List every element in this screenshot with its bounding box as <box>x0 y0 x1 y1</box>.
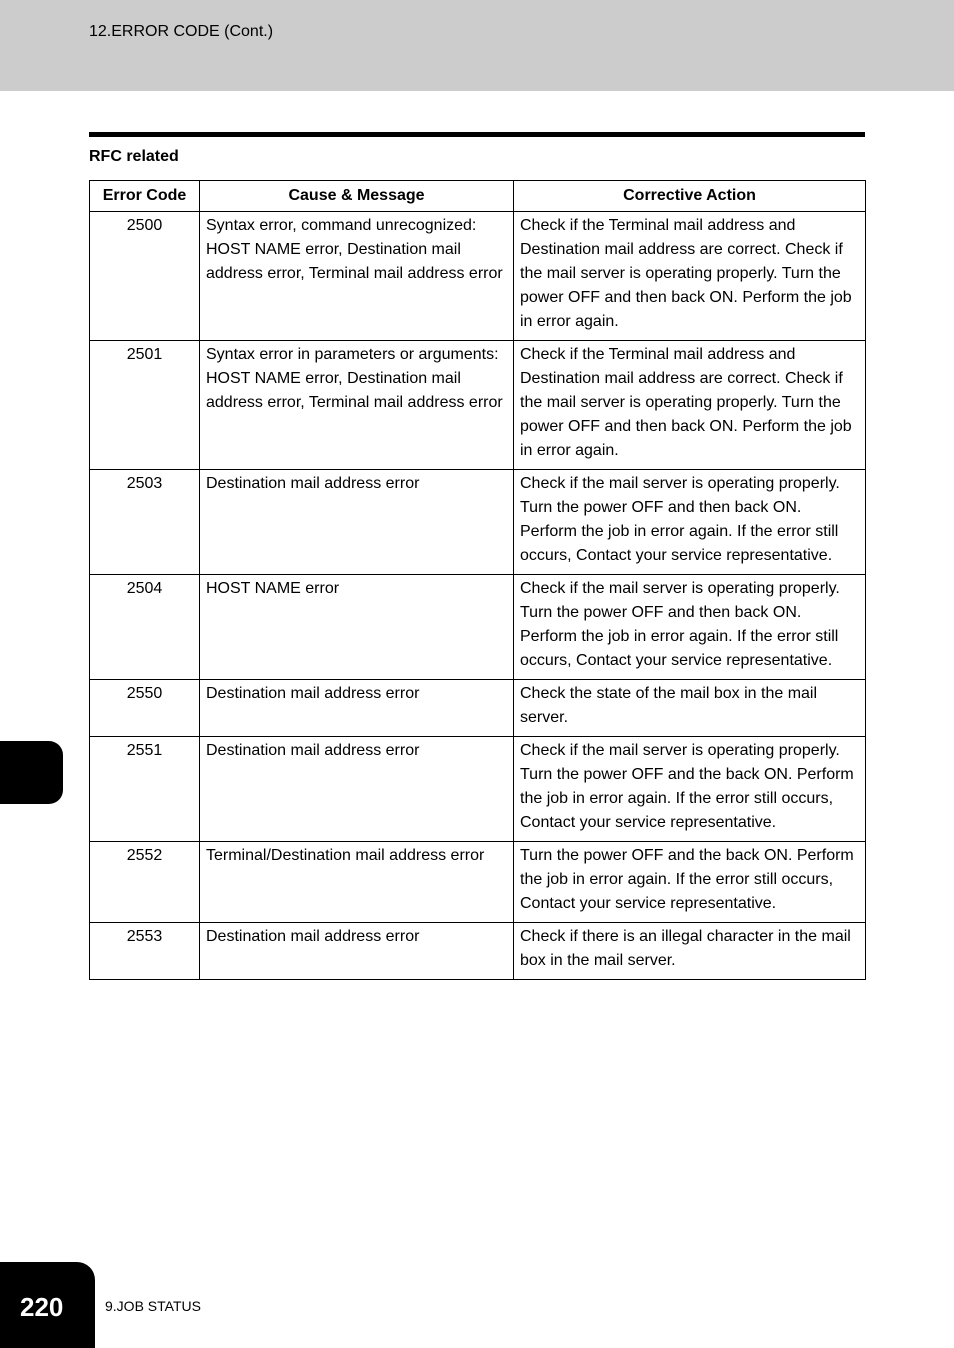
action-cell: Check if the mail server is operating properly. Turn the power OFF and then back ON. Perform the job in error again. If the error still occurs, Contact your service representative. <box>514 470 866 575</box>
column-header-error-code: Error Code <box>90 181 200 212</box>
column-header-cause: Cause & Message <box>200 181 514 212</box>
cause-cell: Destination mail address error <box>200 470 514 575</box>
section-divider <box>89 132 865 137</box>
page-number: 220 <box>20 1292 64 1322</box>
table-row <box>90 923 866 980</box>
cause-cell: HOST NAME error <box>200 575 514 680</box>
header-band <box>0 0 954 91</box>
section-title: RFC related <box>89 148 179 165</box>
page-header-title: 12.ERROR CODE (Cont.) <box>89 23 274 40</box>
table-row <box>90 680 866 737</box>
table-row <box>90 341 866 470</box>
error-code-cell: 2551 <box>90 737 200 842</box>
error-code-cell: 2504 <box>90 575 200 680</box>
cause-cell: Terminal/Destination mail address error <box>200 842 514 923</box>
error-code-cell: 2550 <box>90 680 200 737</box>
action-cell: Check the state of the mail box in the mail server. <box>514 680 866 737</box>
error-code-cell: 2501 <box>90 341 200 470</box>
table-row <box>90 575 866 680</box>
table-row <box>90 737 866 842</box>
footer-chapter-label: 9.JOB STATUS <box>105 1298 201 1314</box>
chapter-tab <box>0 741 63 804</box>
action-cell: Check if the mail server is operating properly. Turn the power OFF and then back ON. Perform the job in error again. If the error still occurs, Contact your service representative. <box>514 575 866 680</box>
table-row <box>90 842 866 923</box>
cause-cell: Destination mail address error <box>200 923 514 980</box>
table-row <box>90 470 866 575</box>
cause-cell: Syntax error in parameters or arguments: HOST NAME error, Destination mail address error, Terminal mail address error <box>200 341 514 470</box>
cause-cell: Destination mail address error <box>200 680 514 737</box>
action-cell: Turn the power OFF and the back ON. Perform the job in error again. If the error still occurs, Contact your service representative. <box>514 842 866 923</box>
error-code-table <box>89 180 866 980</box>
error-code-cell: 2503 <box>90 470 200 575</box>
action-cell: Check if the Terminal mail address and Destination mail address are correct. Check if the mail server is operating properly. Turn the power OFF and then back ON. Perform the job in error again. <box>514 212 866 341</box>
error-code-cell: 2553 <box>90 923 200 980</box>
cause-cell: Destination mail address error <box>200 737 514 842</box>
table-row <box>90 212 866 341</box>
action-cell: Check if the mail server is operating properly. Turn the power OFF and the back ON. Perform the job in error again. If the error still occurs, Contact your service representative. <box>514 737 866 842</box>
cause-cell: Syntax error, command unrecognized: HOST NAME error, Destination mail address error, Terminal mail address error <box>200 212 514 341</box>
error-code-cell: 2500 <box>90 212 200 341</box>
column-header-action: Corrective Action <box>514 181 866 212</box>
table-header-row <box>90 181 866 212</box>
error-code-cell: 2552 <box>90 842 200 923</box>
action-cell: Check if the Terminal mail address and Destination mail address are correct. Check if the mail server is operating properly. Turn the power OFF and then back ON. Perform the job in error again. <box>514 341 866 470</box>
action-cell: Check if there is an illegal character in the mail box in the mail server. <box>514 923 866 980</box>
